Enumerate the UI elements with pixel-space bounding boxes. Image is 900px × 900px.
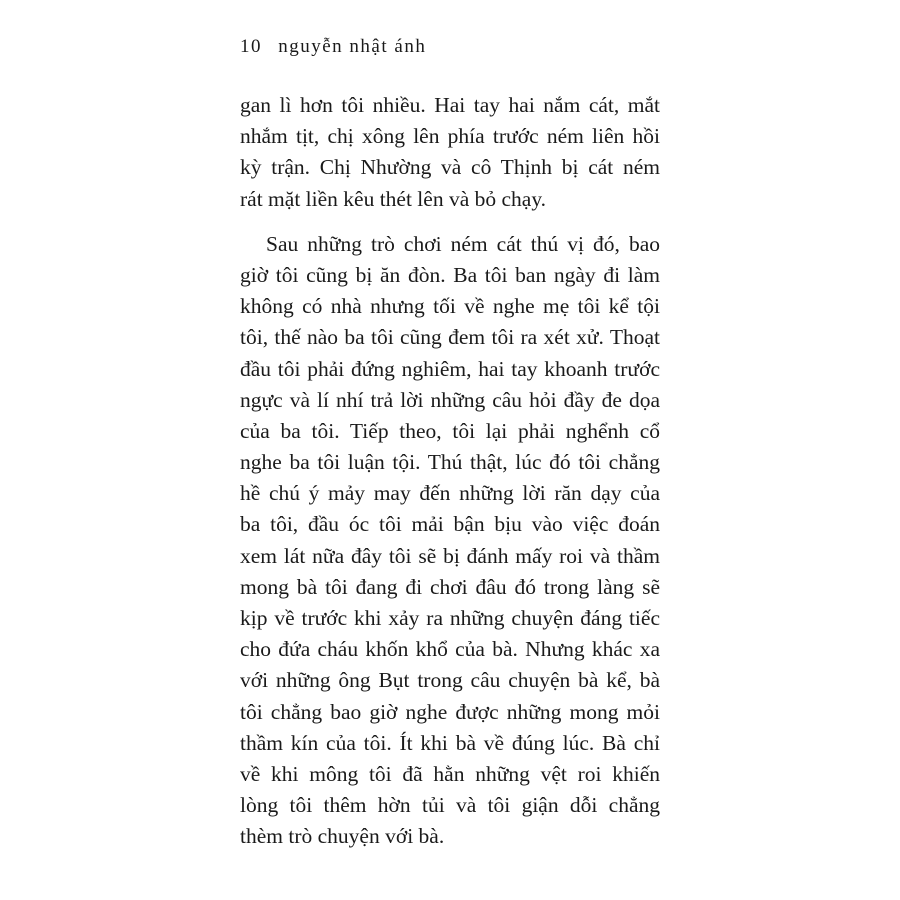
text-line: giờ tôi cũng bị ăn đòn. Ba tôi ban ngày đi làm (240, 262, 660, 287)
page-number: 10 (240, 36, 262, 57)
text-line: rát mặt liền kêu thét lên và bỏ chạy. (240, 186, 547, 211)
text-line: Sau những trò chơi ném cát thú vị đó, bao (266, 231, 660, 256)
paragraph-1 (240, 90, 660, 215)
text-line: hề chú ý mảy may đến những lời răn dạy của (240, 481, 660, 506)
text-line: ngực và lí nhí trả lời những câu hỏi đầy đe dọa (240, 387, 660, 412)
text-line: gan lì hơn tôi nhiều. Hai tay hai nắm cát, mắt (240, 93, 660, 117)
text-line: mong bà tôi đang đi chơi đâu đó trong làng sẽ (240, 574, 660, 599)
author-name: nguyễn nhật ánh (278, 36, 427, 57)
text-line: với những ông Bụt trong câu chuyện bà kể, bà (240, 668, 660, 693)
paragraph-gap (240, 215, 660, 229)
text-line: tôi, thế nào ba tôi cũng đem tôi ra xét xử. Thoạt (240, 325, 660, 350)
text-line: không có nhà nhưng tối về nghe mẹ tôi kể tội (240, 294, 660, 319)
running-head (240, 36, 426, 58)
body-text (240, 90, 660, 853)
text-line: xem lát nữa đây tôi sẽ bị đánh mấy roi và thầm (240, 543, 660, 568)
text-line: đầu tôi phải đứng nghiêm, hai tay khoanh trước (240, 356, 660, 381)
text-line: thèm trò chuyện với bà. (240, 824, 445, 849)
text-line: thầm kín của tôi. Ít khi bà về đúng lúc. Bà chỉ (240, 730, 660, 755)
text-line: lòng tôi thêm hờn tủi và tôi giận dỗi chẳng (240, 793, 660, 818)
text-line: nhắm tịt, chị xông lên phía trước ném liên hồi (240, 124, 660, 149)
text-line: ba tôi, đầu óc tôi mải bận bịu vào việc đoán (240, 512, 660, 537)
text-line: nghe ba tôi luận tội. Thú thật, lúc đó tôi chẳng (240, 450, 660, 475)
text-line: tôi chẳng bao giờ nghe được những mong mỏi (240, 699, 660, 724)
text-line: cho đứa cháu khốn khổ của bà. Nhưng khác xa (240, 637, 660, 662)
text-line: kỳ trận. Chị Nhường và cô Thịnh bị cát ném (240, 155, 660, 180)
text-line: về khi mông tôi đã hằn những vệt roi khiến (240, 761, 660, 786)
text-line: kịp về trước khi xảy ra những chuyện đáng tiếc (240, 606, 660, 630)
paragraph-2 (240, 229, 660, 853)
text-line: của ba tôi. Tiếp theo, tôi lại phải nghểnh cổ (240, 418, 660, 443)
